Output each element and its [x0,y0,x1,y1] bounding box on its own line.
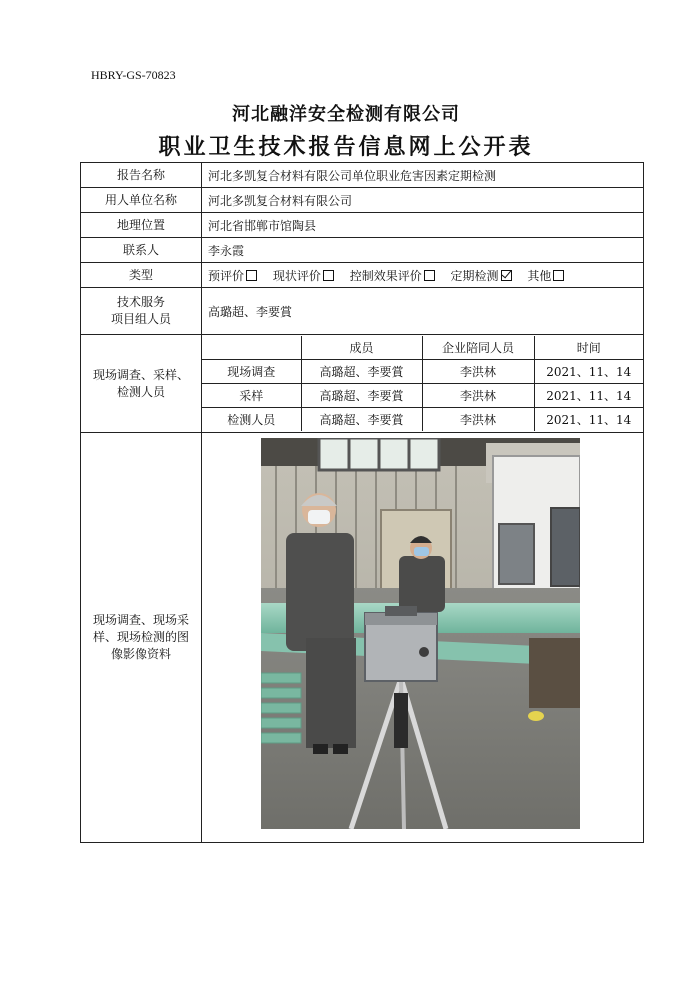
survey-row-testing [202,408,643,432]
contact-label: 联系人 [81,238,202,263]
option-other [527,269,576,283]
option-pre-evaluation [208,269,269,283]
employer-label: 用人单位名称 [81,188,202,213]
row-contact [81,238,644,263]
site-photo [261,438,580,829]
employer-value: 河北多凯复合材料有限公司 [202,188,644,213]
row-employer [81,188,644,213]
site-photo-illustration [261,438,580,829]
team-value: 高璐超、李要賞 [202,288,644,335]
row-images [81,433,644,843]
row-survey [81,335,644,433]
option-periodic-testing-label: 定期检测 [450,268,499,283]
images-label [81,433,202,843]
checkbox-pre-evaluation [246,270,257,281]
option-periodic-testing [451,269,524,283]
survey-role: 现场调查 [202,360,301,384]
option-status-evaluation [273,269,346,283]
option-status-evaluation-label: 现状评价 [272,268,321,283]
team-label [81,288,202,335]
survey-row-investigation [202,360,643,384]
survey-subtable [202,336,643,431]
contact-value: 李永霞 [202,238,644,263]
row-type [81,263,644,288]
checkbox-other [553,270,564,281]
option-other-label: 其他 [527,268,552,283]
survey-members: 高璐超、李要賞 [301,360,422,384]
survey-row-sampling [202,384,643,408]
row-report-name [81,163,644,188]
survey-subtable-cell [202,335,644,433]
row-team [81,288,644,335]
option-control-effect-label: 控制效果评价 [349,268,422,283]
survey-members: 高璐超、李要賞 [301,408,422,432]
survey-label-line1: 现场调查、采样、 [92,367,189,382]
images-label-line1: 现场调查、现场采 [92,613,189,627]
location-label: 地理位置 [81,213,202,238]
survey-members: 高璐超、李要賞 [301,384,422,408]
survey-label-line2: 检测人员 [116,384,165,399]
checkbox-status-evaluation [323,270,334,281]
team-label-line2: 项目组人员 [110,312,171,326]
survey-companion: 李洪林 [422,384,534,408]
survey-date: 2021、11、14 [534,408,643,432]
location-value: 河北省邯郸市馆陶县 [202,213,644,238]
images-label-line3: 像影像资料 [110,647,171,661]
checkbox-periodic-testing [501,270,512,281]
row-location [81,213,644,238]
checkbox-control-effect [424,270,435,281]
type-label: 类型 [81,263,202,288]
company-name: 河北融洋安全检测有限公司 [232,104,460,125]
option-control-effect [350,269,447,283]
images-label-line2: 样、现场检测的图 [92,630,189,644]
page-title: 职业卫生技术报告信息网上公开表 [158,134,534,160]
survey-date: 2021、11、14 [534,360,643,384]
survey-role: 检测人员 [202,408,301,432]
survey-date: 2021、11、14 [534,384,643,408]
survey-header-blank [202,336,301,360]
survey-companion: 李洪林 [422,360,534,384]
survey-role: 采样 [202,384,301,408]
option-pre-evaluation-label: 预评价 [208,268,245,283]
survey-label [81,335,202,433]
images-cell [202,433,644,843]
report-name-value: 河北多凯复合材料有限公司单位职业危害因素定期检测 [202,163,644,188]
document-code: HBRY-GS-70823 [91,68,176,82]
survey-header-time: 时间 [534,336,643,360]
type-options [202,263,644,288]
survey-header-row [202,336,643,360]
survey-companion: 李洪林 [422,408,534,432]
team-label-line1: 技术服务 [116,295,165,309]
survey-header-companion: 企业陪同人员 [422,336,534,360]
report-name-label: 报告名称 [81,163,202,188]
survey-header-members: 成员 [301,336,422,360]
disclosure-table [80,162,644,843]
